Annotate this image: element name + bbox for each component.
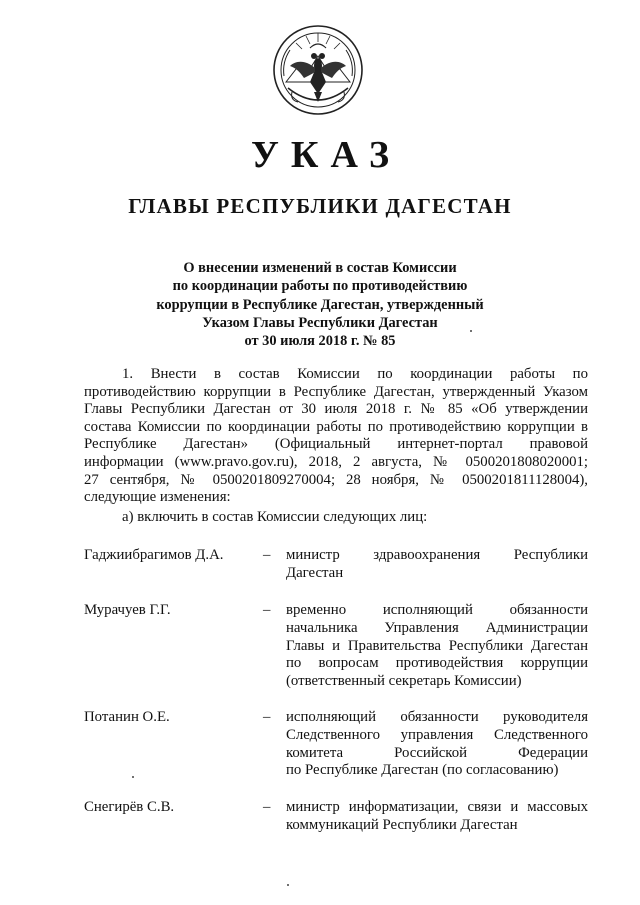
decree-subject <box>100 259 540 350</box>
paragraph-line: следующие изменения: <box>84 489 231 506</box>
role-line: министр здравоохранения Республики <box>286 547 588 563</box>
scan-speck <box>287 884 289 886</box>
paragraph-line: а) включить в состав Комиссии следующих лиц: <box>122 509 428 525</box>
document-type-title: УКАЗ <box>251 134 401 176</box>
role-line: временно исполняющий обязанности <box>286 602 588 618</box>
scan-speck <box>132 776 134 778</box>
member-role <box>286 547 588 583</box>
role-line: Дагестан <box>286 564 344 581</box>
member-name: Мурачуев Г.Г. <box>84 602 171 618</box>
paragraph-line: Республике Дагестан» (Официальный интернет-портал правовой <box>84 436 588 453</box>
member-role <box>286 799 588 835</box>
paragraph-line: 27 сентября, № 0500201809270004; 28 ноября, № 0500201811128004), <box>84 471 588 488</box>
paragraph-line: состава Комиссии по координации работы по противодействию коррупции в <box>84 418 588 435</box>
member-name: Гаджиибрагимов Д.А. <box>84 547 224 563</box>
paragraph-line: информации (www.pravo.gov.ru), 2018, 2 августа, № 0500201808020001; <box>84 453 588 470</box>
subject-line: по координации работы по противодействию <box>172 278 468 295</box>
member-name: Снегирёв С.В. <box>84 799 175 815</box>
paragraph-line: Главы Республики Дагестан от 30 июля 2018 г. № 85 «Об утверждении <box>84 401 588 418</box>
subject-line: О внесении изменений в состав Комиссии <box>183 260 457 276</box>
role-line: комитета Российской Федерации <box>286 744 588 761</box>
member-dash: – <box>263 547 271 563</box>
subject-line: Указом Главы Республики Дагестан <box>202 314 438 331</box>
role-line: коммуникаций Республики Дагестан <box>286 816 518 833</box>
role-line: (ответственный секретарь Комиссии) <box>286 673 522 690</box>
scan-speck <box>470 330 472 332</box>
issuer-heading: ГЛАВЫ РЕСПУБЛИКИ ДАГЕСТАН <box>128 194 512 218</box>
role-line: Главы и Правительства Республики Дагестан <box>286 637 588 654</box>
paragraph-2 <box>84 509 588 527</box>
member-dash: – <box>263 602 271 618</box>
subject-line: от 30 июля 2018 г. № 85 <box>244 333 396 350</box>
member-dash: – <box>263 709 271 725</box>
paragraph-line: противодействию коррупции в Республике Дагестан, утвержденный Указом <box>84 383 588 400</box>
member-role <box>286 602 588 691</box>
role-line: Следственного управления Следственного <box>286 726 588 743</box>
subject-line: коррупции в Республике Дагестан, утвержденный <box>156 296 484 313</box>
paragraph-line: 1. Внести в состав Комиссии по координации работы по <box>122 366 588 382</box>
role-line: по Республике Дагестан (по согласованию) <box>286 762 559 779</box>
role-line: исполняющий обязанности руководителя <box>286 709 588 725</box>
role-line: начальника Управления Администрации <box>286 619 588 636</box>
member-name: Потанин О.Е. <box>84 709 170 725</box>
dagestan-coat-of-arms-icon <box>270 22 366 118</box>
member-dash: – <box>263 799 271 815</box>
role-line: министр информатизации, связи и массовых <box>286 799 588 815</box>
role-line: по вопросам противодействия коррупции <box>286 655 588 672</box>
paragraph-1 <box>84 366 588 507</box>
member-role <box>286 709 588 780</box>
